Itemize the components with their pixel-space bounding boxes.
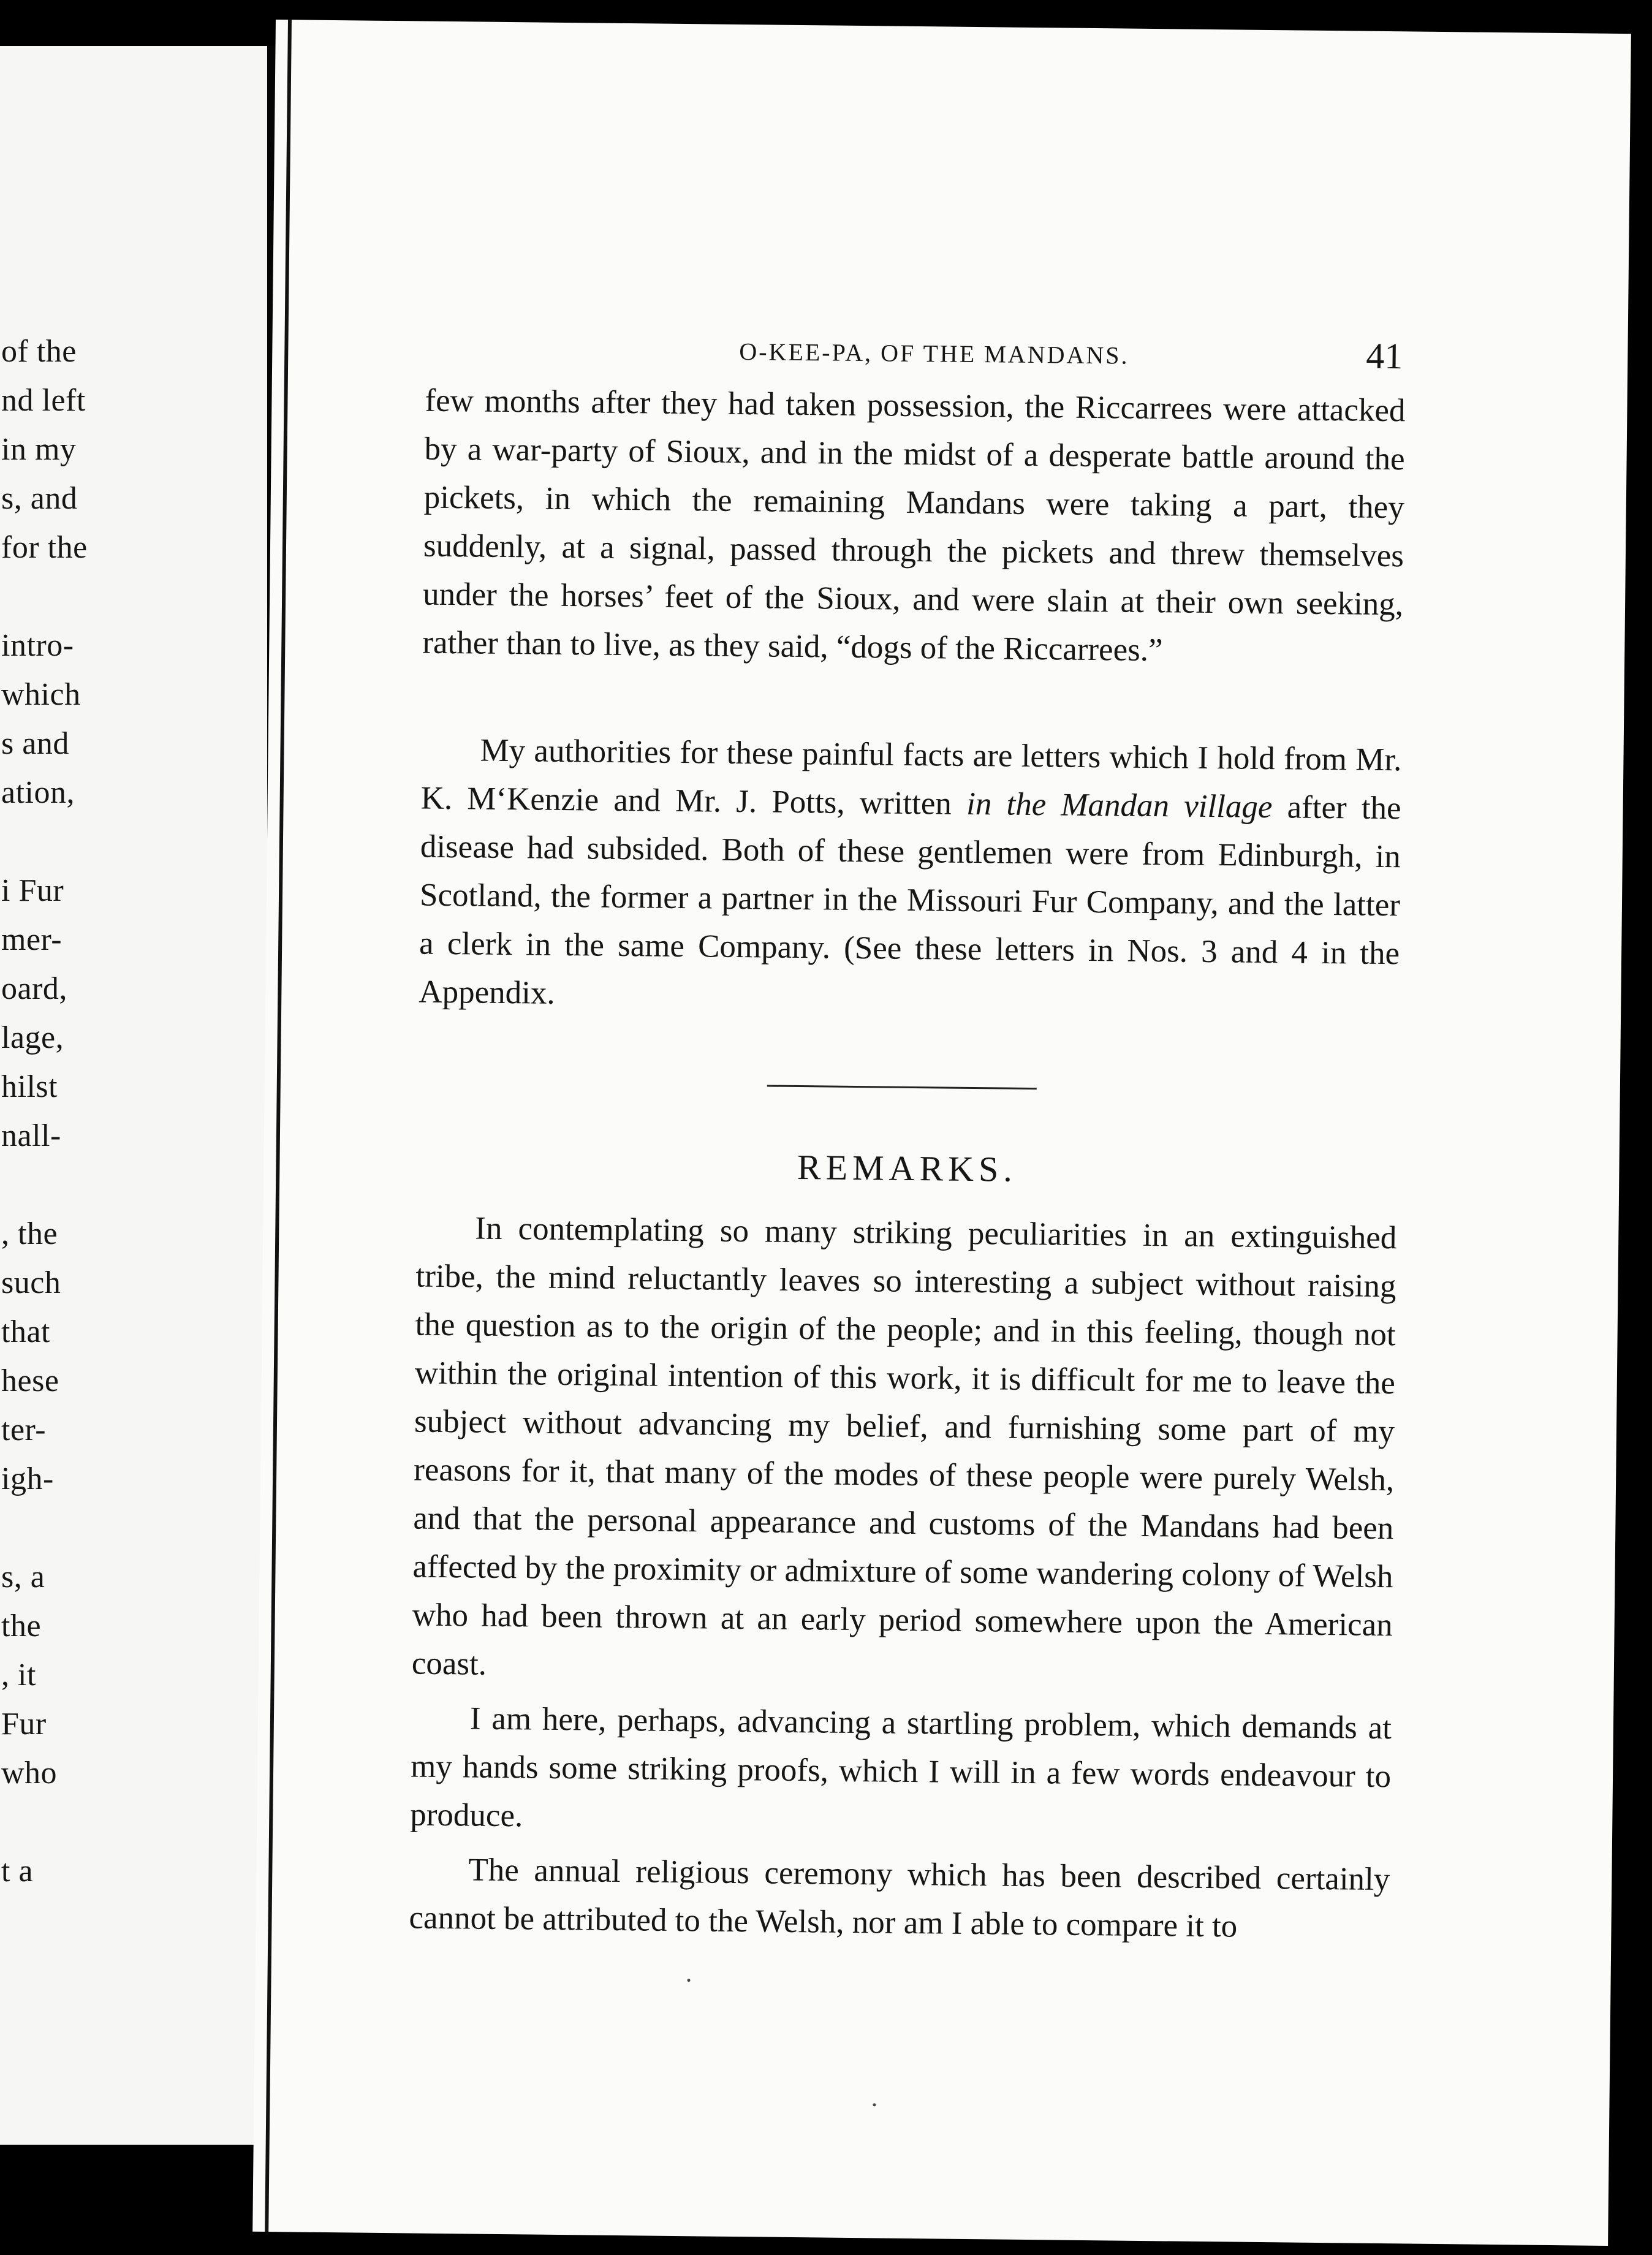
paragraph: few months after they had taken possession, the Riccarrees were attacked by a war-party of Sioux, and in the midst of a desperate battle around the pickets, in which the remaining Mandans were taking a part, they suddenly, at a signal, passed through the pickets and threw themselves under the horses’ feet of the Sioux, and were slain at their own seeking, rather than to live, as they said, “dogs of the Riccarrees.” — [422, 382, 1406, 669]
facing-page-line-fragment: such — [1, 1265, 61, 1300]
facing-page-line-fragment: , the — [1, 1216, 58, 1251]
paper-speck — [873, 2103, 876, 2106]
facing-page-line-fragment: hese — [1, 1363, 59, 1398]
facing-page-line-fragment: mer- — [1, 922, 63, 957]
facing-page-line-fragment: lage, — [1, 1020, 64, 1055]
paragraph-text: My authorities for these painful facts are letters which I hold from Mr. K. M‘Kenzie and Mr. J. Potts, written — [420, 732, 1402, 822]
facing-page-line-fragment: Fur — [1, 1707, 47, 1741]
facing-page-line-fragment: s, and — [1, 481, 78, 516]
facing-page-line-fragment: igh- — [1, 1461, 54, 1496]
facing-page-line-fragment: nall- — [1, 1118, 61, 1153]
facing-page-line-fragment: which — [1, 677, 81, 712]
facing-page-line-fragment: hilst — [1, 1069, 58, 1104]
facing-page-line-fragment: i Fur — [1, 873, 64, 908]
paragraph: The annual religious ceremony which has been described certainly cannot be attributed to the Welsh, nor am I able to compare it to — [409, 1852, 1390, 1944]
facing-page-line-fragment: ter- — [1, 1412, 47, 1447]
section-heading: REMARKS. — [797, 1147, 1018, 1189]
facing-page — [0, 46, 267, 2145]
facing-page-line-fragment: in my — [1, 432, 77, 467]
facing-page-line-fragment: nd left — [1, 383, 86, 418]
book-page — [252, 20, 1631, 2246]
facing-page-line-fragment: oard, — [1, 971, 67, 1006]
text-block-remarks — [409, 1204, 1397, 1953]
page-number: 41 — [1366, 335, 1403, 377]
paper-speck — [688, 1979, 691, 1982]
paragraph: I am here, perhaps, advancing a startling problem, which demands at my hands some striking proofs, which I will in a few words endeavour to produce. — [410, 1700, 1392, 1834]
facing-page-line-fragment: for the — [1, 530, 88, 565]
paragraph — [419, 726, 1402, 1027]
facing-page-line-fragment: the — [1, 1609, 42, 1643]
facing-page-line-fragment: who — [1, 1756, 58, 1791]
italic-phrase: in the Mandan village — [966, 786, 1273, 825]
facing-page-line-fragment: of the — [1, 334, 77, 369]
facing-page-line-fragment: t a — [1, 1854, 34, 1889]
facing-page-line-fragment: s, a — [1, 1560, 45, 1594]
facing-page-line-fragment: intro- — [1, 628, 74, 663]
text-block-continued — [422, 377, 1406, 678]
running-head: O-KEE-PA, OF THE MANDANS. — [739, 337, 1129, 370]
facing-page-line-fragment: that — [1, 1314, 50, 1349]
scan-edge — [1631, 0, 1652, 2255]
paragraph-text: after the disease had subsided. Both of these gentlemen were from Edinburgh, in Scotland, the former a partner in the Missouri Fur Company, and the latter a clerk in the same Company. (See these letters in Nos. 3 and 4 in the Appendix. — [419, 789, 1401, 1011]
paragraph: In contemplating so many striking peculiarities in an extinguished tribe, the mind reluctantly leaves so interesting a subject without raising the question as to the origin of the people; and in this feeling, though not within the original intention of this work, it is difficult for me to leave the subject without advancing my belief, and furnishing some part of my reasons for it, that many of the modes of these people were purely Welsh, and that the personal appearance and customs of the Mandans had been affected by the proximity or admixture of some wandering colony of Welsh who had been thrown at an early period somewhere upon the American coast. — [411, 1210, 1397, 1682]
facing-page-line-fragment: s and — [1, 726, 69, 761]
section-divider — [767, 1085, 1037, 1090]
facing-page-line-fragment: , it — [1, 1658, 36, 1692]
text-block-authorities — [419, 726, 1402, 1027]
facing-page-line-fragment: ation, — [1, 775, 75, 810]
